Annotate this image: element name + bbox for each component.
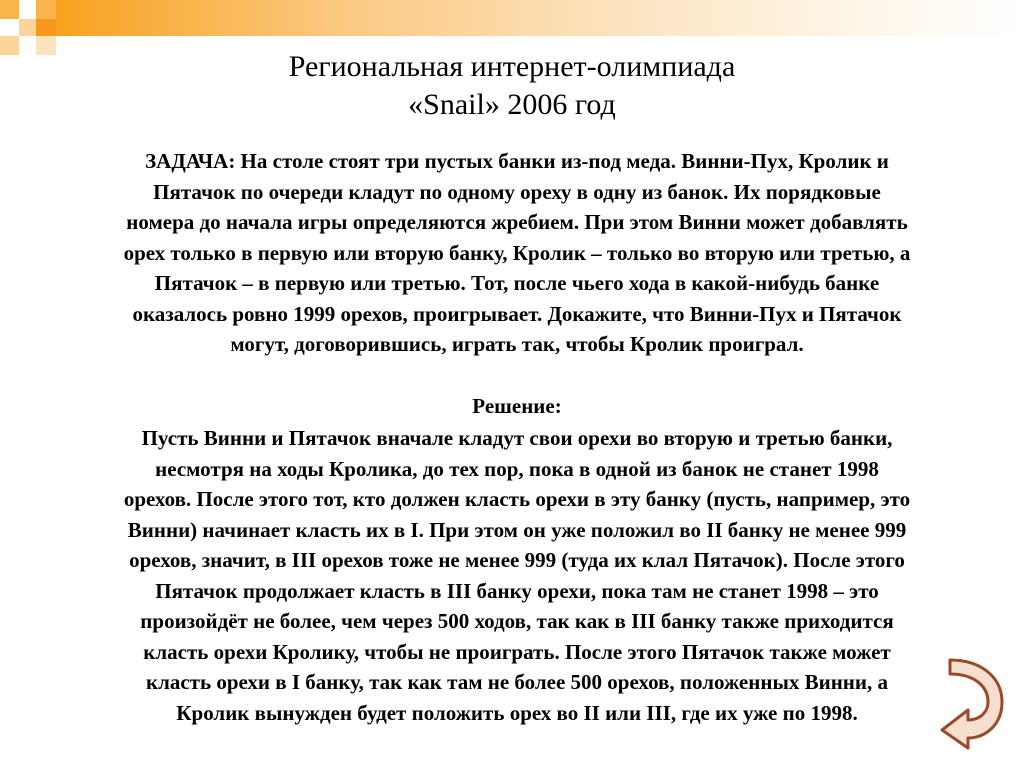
solution-heading: Решение: [472, 394, 562, 418]
solution-line: орехов. После этого тот, кто должен класть орехи в эту банку (пусть, например, это [123, 487, 911, 511]
title-line-1: Региональная интернет-олимпиада [288, 50, 736, 83]
deco-square [19, 19, 36, 36]
solution-line: орехов, значит, в III орехов тоже не менее 999 (туда их клал Пятачок). После этого [129, 548, 905, 572]
deco-square [0, 0, 19, 19]
solution-line: Пусть Винни и Пятачок вначале кладут свои орехи во вторую и третью банки, [141, 426, 893, 450]
deco-square [36, 0, 56, 19]
title-line-2: «Snail» 2006 год [408, 88, 616, 121]
solution-line: произойдёт не более, чем через 500 ходов, так как в III банку также приходится [140, 609, 894, 633]
solution-line: класть орехи Кролику, чтобы не проиграть. После этого Пятачок также может [143, 639, 891, 664]
task-text [52, 146, 982, 360]
solution-line: Винни) начинает класть их в I. При этом он уже положил во II банку не менее 999 [127, 517, 907, 542]
task-line: ЗАДАЧА: На столе стоят три пустых банки из-под меда. Винни-Пух, Кролик и [145, 149, 889, 173]
solution-text [52, 423, 982, 728]
deco-square [36, 19, 56, 36]
solution-line: несмотря на ходы Кролика, до тех пор, пока в одной из банок не станет 1998 [155, 456, 879, 481]
gradient-bar [56, 0, 1024, 36]
solution-line: Пятачок продолжает класть в III банку орехи, пока там не станет 1998 – это [155, 578, 879, 603]
task-line: оказалось ровно 1999 орехов, проигрывает. Докажите, что Винни-Пух и Пятачок [132, 301, 902, 326]
task-line: Пятачок – в первую или третью. Тот, после чьего хода в какой-нибудь банке [154, 271, 880, 295]
curved-return-arrow-icon [938, 654, 1010, 750]
deco-square [36, 36, 56, 55]
task-line: могут, договорившись, играть так, чтобы Кролик проиграл. [230, 332, 804, 356]
solution-line: класть орехи в I банку, так как там не более 500 орехов, положенных Винни, а [145, 670, 889, 694]
task-line: номера до начала игры определяются жребием. При этом Винни может добавлять [126, 210, 908, 234]
deco-square [0, 36, 19, 55]
solution-line: Кролик вынужден будет положить орех во II или III, где их уже по 1998. [176, 700, 858, 725]
slide-title [180, 48, 844, 124]
task-line: орех только в первую или вторую банку, Кролик – только во вторую или третью, а [123, 240, 911, 265]
task-line: Пятачок по очереди кладут по одному ореху в одну из банок. Их порядковые [153, 179, 881, 204]
return-arrow-button[interactable] [938, 654, 1010, 750]
